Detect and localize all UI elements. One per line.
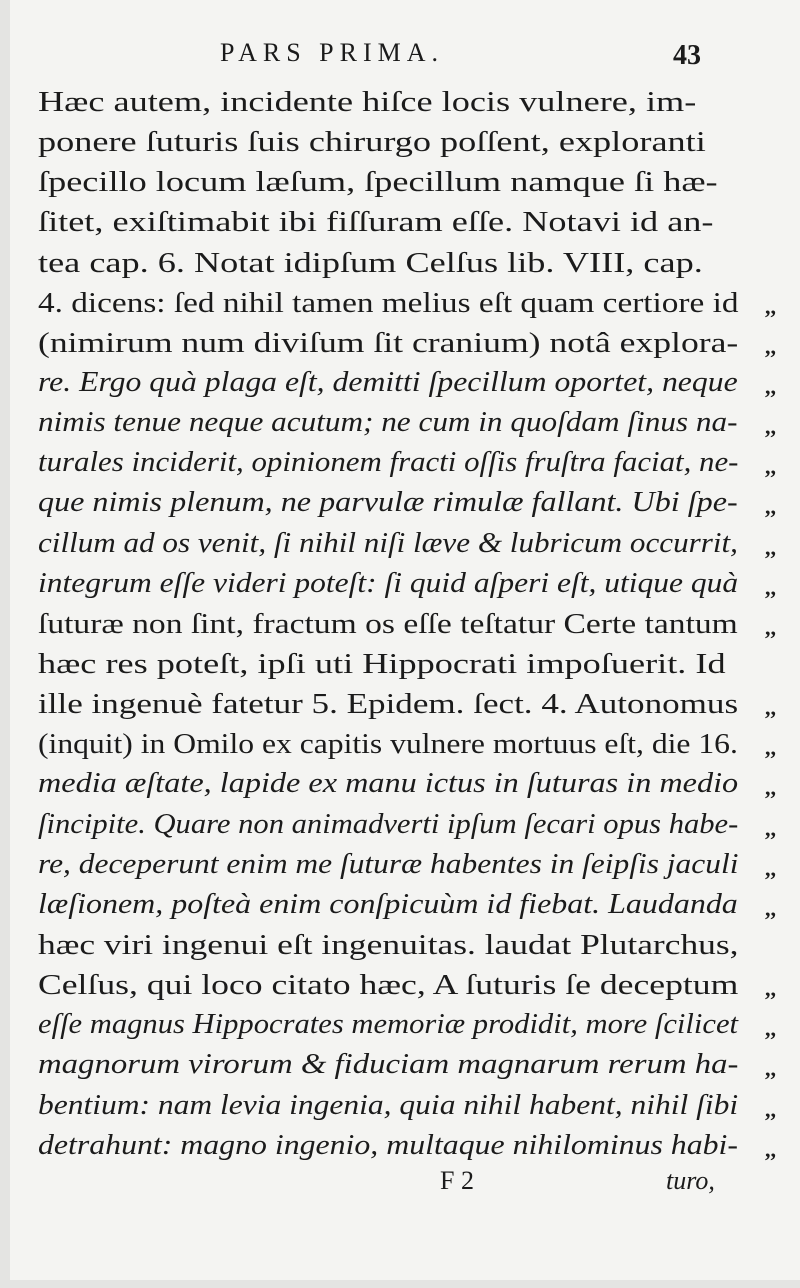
text-line-content: ille ingenuè fatetur 5. Epidem. ſect. 4. Autonomus [38, 688, 739, 721]
text-line-content: detrahunt: magno ingenio, multaque nihilominus habi- [38, 1129, 738, 1161]
running-head: PARS PRIMA. [220, 38, 445, 67]
text-line [38, 202, 738, 242]
text-line [38, 524, 776, 564]
text-line [38, 724, 776, 764]
text-line-content: cillum ad os venit, ſi nihil niſi læve & lubricum occurrit, [38, 527, 738, 559]
text-line-content: eſſe magnus Hippocrates memoriæ prodidit, more ſcilicet [38, 1009, 739, 1041]
margin-quote-mark: ,, [765, 815, 776, 841]
text-line [38, 1126, 776, 1166]
margin-quote-mark: ,, [765, 895, 776, 921]
margin-quote-mark: ,, [765, 1016, 776, 1042]
page-bottom-edge [0, 1280, 800, 1288]
text-line-content: ſuturæ non ſint, fractum os eſſe teſtatur Certe tantum [38, 607, 738, 640]
text-line [38, 283, 776, 323]
text-line [38, 885, 776, 925]
margin-quote-mark: ,, [765, 373, 776, 399]
margin-quote-mark: ,, [765, 414, 776, 440]
body-text [38, 82, 776, 1166]
text-line [38, 965, 776, 1005]
page-edge-shadow [0, 0, 10, 1288]
text-line [38, 403, 776, 443]
text-line-content: ponere ſuturis ſuis chirurgo poſſent, exploranti [38, 126, 706, 159]
text-line [38, 323, 776, 363]
margin-quote-mark: ,, [765, 695, 776, 721]
margin-quote-mark: ,, [765, 1056, 776, 1082]
margin-quote-mark: ,, [765, 333, 776, 359]
text-line-content: (nimirum num diviſum ſit cranium) notâ explora- [38, 326, 739, 359]
catchword: turo, [666, 1166, 715, 1195]
text-line-content: re, deceperunt enim me ſuturæ habentes in ſeipſis jaculi [38, 848, 739, 880]
signature-mark: F 2 [440, 1166, 474, 1195]
text-line [38, 644, 738, 684]
text-line-content: bentium: nam levia ingenia, quia nihil habent, nihil ſibi [38, 1089, 739, 1121]
margin-quote-mark: ,, [765, 1136, 776, 1162]
text-line [38, 162, 738, 202]
margin-quote-mark: ,, [765, 614, 776, 640]
text-line [38, 805, 776, 845]
text-line [38, 1005, 776, 1045]
text-line [38, 363, 776, 403]
page-number: 43 [673, 40, 701, 71]
text-line [38, 1086, 776, 1126]
text-line-content: nimis tenue neque acutum; ne cum in quoſdam ſinus na- [38, 407, 738, 439]
text-line-content: Hæc autem, incidente hiſce locis vulnere, im- [38, 86, 697, 118]
margin-quote-mark: ,, [765, 494, 776, 520]
text-line-content: re. Ergo quà plaga eſt, demitti ſpecillum oportet, neque [38, 366, 738, 398]
text-line-content: turales inciderit, opinionem fracti oſſis fruſtra faciat, ne- [38, 447, 739, 479]
text-line [38, 764, 776, 804]
text-line-content: media æſtate, lapide ex manu ictus in ſuturas in medio [38, 768, 739, 800]
text-line-content: (inquit) in Omilo ex capitis vulnere mortuus eſt, die 16. [38, 728, 738, 761]
text-line [38, 82, 738, 122]
margin-quote-mark: ,, [765, 735, 776, 761]
margin-quote-mark: ,, [765, 534, 776, 560]
text-line-content: ſitet, exiſtimabit ibi fiſſuram eſſe. Notavi id an- [38, 206, 714, 239]
text-line [38, 845, 776, 885]
text-line [38, 1045, 776, 1085]
margin-quote-mark: ,, [765, 775, 776, 801]
text-line [38, 122, 738, 162]
text-line [38, 443, 776, 483]
text-line [38, 925, 738, 965]
text-line-content: integrum eſſe videri poteſt: ſi quid aſperi eſt, utique quà [38, 567, 739, 599]
text-line-content: hæc res poteſt, ipſi uti Hippocrati impoſuerit. Id [38, 647, 726, 680]
margin-quote-mark: ,, [765, 1096, 776, 1122]
text-line-content: hæc viri ingenui eſt ingenuitas. laudat Plutarchus, [38, 928, 739, 961]
text-line [38, 604, 776, 644]
margin-quote-mark: ,, [765, 293, 776, 319]
text-line [38, 243, 738, 283]
margin-quote-mark: ,, [765, 855, 776, 881]
text-line-content: ſpecillo locum læſum, ſpecillum namque ſi hæ- [38, 166, 718, 199]
margin-quote-mark: ,, [765, 454, 776, 480]
text-line-content: que nimis plenum, ne parvulæ rimulæ fallant. Ubi ſpe- [38, 487, 738, 519]
text-line-content: 4. dicens: ſed nihil tamen melius eſt quam certiore id [38, 286, 739, 319]
margin-quote-mark: ,, [765, 976, 776, 1002]
text-line [38, 483, 776, 523]
margin-quote-mark: ,, [765, 574, 776, 600]
text-line-content: ſincipite. Quare non animadverti ipſum ſecari opus habe- [38, 808, 739, 840]
text-line-content: læſionem, poſteà enim conſpicuùm id fiebat. Laudanda [38, 888, 738, 920]
text-line [38, 564, 776, 604]
text-line [38, 684, 776, 724]
text-line-content: magnorum virorum & fiduciam magnarum rerum ha- [38, 1049, 739, 1081]
text-line-content: Celſus, qui loco citato hæc, A ſuturis ſe deceptum [38, 969, 739, 1002]
text-line-content: tea cap. 6. Notat idipſum Celſus lib. VIII, cap. [38, 246, 703, 279]
